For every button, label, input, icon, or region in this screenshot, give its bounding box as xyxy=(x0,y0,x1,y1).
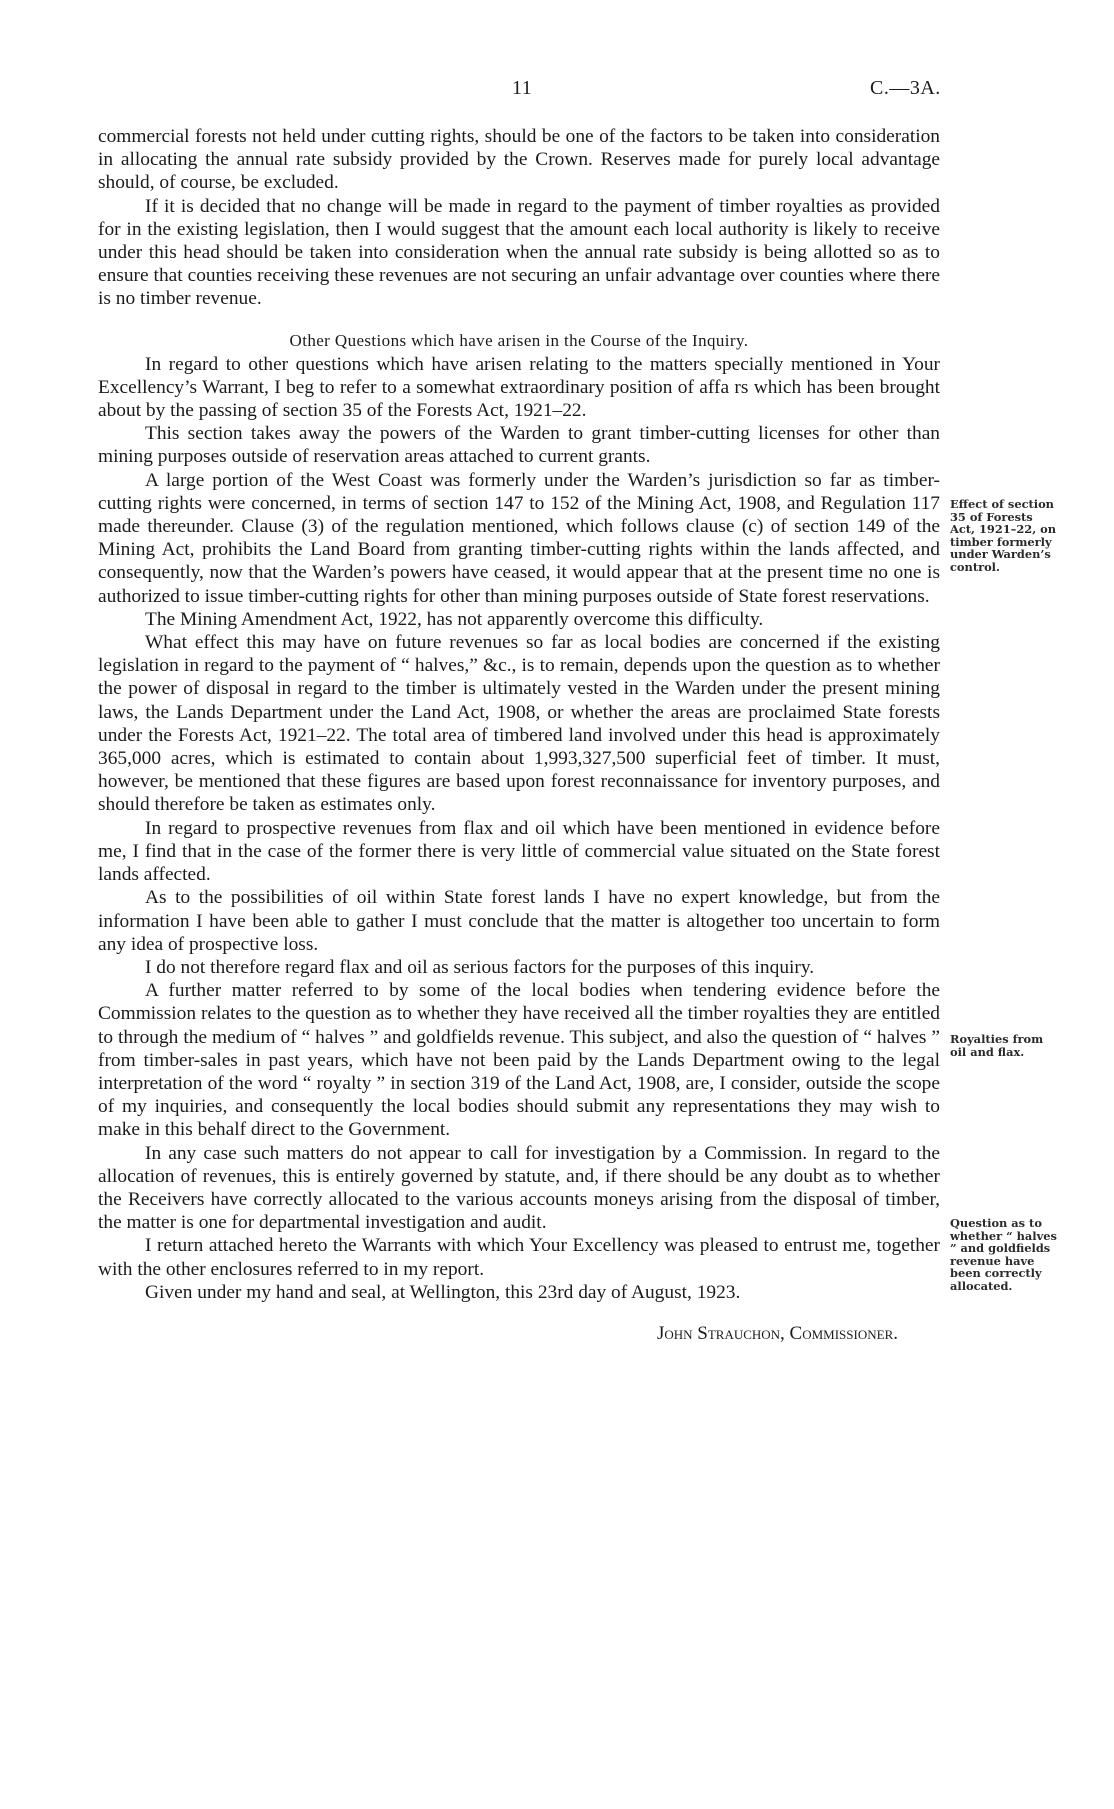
margin-note-section-35: Effect of section 35 of Forests Act, 1921–22, on timber formerly under Warden’s control. xyxy=(950,497,1057,574)
paragraph: In regard to other questions which have arisen relating to the matters specially mentioned in Your Excellency’s Warrant, I beg to refer to a somewhat extraordinary position of affa rs which has been brought about by the passing of section 35 of the Forests Act, 1921–22. xyxy=(98,353,940,422)
margin-note-halves: Question as to whether “ halves ” and goldfields revenue have been correctly allocated. xyxy=(950,1216,1057,1293)
paragraph: commercial forests not held under cutting rights, should be one of the factors to be taken into consideration in allocating the annual rate subsidy provided by the Crown. Reserves made for purely local advantage should, of course, be excluded. xyxy=(98,126,940,194)
page-number: 11 xyxy=(512,77,533,99)
paragraph: A large portion of the West Coast was formerly under the Warden’s jurisdiction so far as timber-cutting rights were concerned, in terms of section 147 to 152 of the Mining Act, 1908, and Regulation 117 made thereunder. Clause (3) of the regulation mentioned, which follows clause (c) of section 149 of the Mining Act, prohibits the Land Board from granting timber-cutting rights within the lands affected, and consequently, now that the Warden’s powers have ceased, it would appear that at the present time no one is authorized to issue timber-cutting rights for other than mining purposes outside of State forest reservations. xyxy=(98,469,940,607)
paragraph: In regard to prospective revenues from flax and oil which have been mentioned in evidence before me, I find that in the case of the former there is very little of commercial value situated on the State forest lands affected. xyxy=(98,817,940,886)
section-heading: Other Questions which have arisen in the Course of the Inquiry. xyxy=(289,330,749,350)
margin-note-royalties: Royalties from oil and flax. xyxy=(950,1032,1044,1059)
body-text xyxy=(98,125,940,1345)
paragraph: A further matter referred to by some of the local bodies when tendering evidence before the Commission relates to the question as to whether they have received all the timber royalties they are entitled to through the medium of “ halves ” and goldfields revenue. This subject, and also the question of “ halves ” from timber-sales in past years, which have not been paid by the Lands Department owing to the legal interpretation of the word “ royalty ” in section 319 of the Land Act, 1908, are, I consider, outside the scope of my inquiries, and consequently the local bodies should submit any representations they may wish to make in this behalf direct to the Government. xyxy=(98,980,940,1141)
paragraph: This section takes away the powers of the Warden to grant timber-cutting licenses for other than mining purposes outside of reservation areas attached to current grants. xyxy=(98,423,940,468)
paragraph: If it is decided that no change will be made in regard to the payment of timber royalties as provided for in the existing legislation, then I would suggest that the amount each local authority is likely to receive under this head should be taken into consideration when the annual rate subsidy is being allotted so as to ensure that counties receiving these revenues are not securing an unfair advantage over counties where there is no timber revenue. xyxy=(98,195,940,310)
signature-line: John Strauchon, Commissioner. xyxy=(656,1322,898,1344)
paragraph: I do not therefore regard flax and oil as serious factors for the purposes of this inquiry. xyxy=(145,956,815,978)
paragraph: As to the possibilities of oil within State forest lands I have no expert knowledge, but from the information I have been able to gather I must conclude that the matter is altogether too uncertain to form any idea of prospective loss. xyxy=(98,887,940,955)
paragraph: The Mining Amendment Act, 1922, has not apparently overcome this difficulty. xyxy=(145,608,764,630)
paragraph: In any case such matters do not appear to call for investigation by a Commission. In regard to the allocation of revenues, this is entirely governed by statute, and, if there should be any doubt as to whether the Receivers have correctly allocated to the various accounts moneys arising from the disposal of timber, the matter is one for departmental investigation and audit. xyxy=(98,1142,940,1234)
paragraph: I return attached hereto the Warrants with which Your Excellency was pleased to entrust me, together with the other enclosures referred to in my report. xyxy=(98,1235,940,1280)
paragraph: Given under my hand and seal, at Wellington, this 23rd day of August, 1923. xyxy=(145,1281,741,1303)
paragraph: What effect this may have on future revenues so far as local bodies are concerned if the existing legislation in regard to the payment of “ halves,” &c., is to remain, depends upon the question as to whether the power of disposal in regard to the timber is ultimately vested in the Warden under the present mining laws, the Lands Department under the Land Act, 1908, or whether the areas are proclaimed State forests under the Forests Act, 1921–22. The total area of timbered land involved under this head is approximately 365,000 acres, which is estimated to contain about 1,993,327,500 superficial feet of timber. It must, however, be mentioned that these figures are based upon forest reconnaissance for inventory purposes, and should therefore be taken as estimates only. xyxy=(98,632,940,816)
document-reference: C.—3A. xyxy=(870,77,941,99)
